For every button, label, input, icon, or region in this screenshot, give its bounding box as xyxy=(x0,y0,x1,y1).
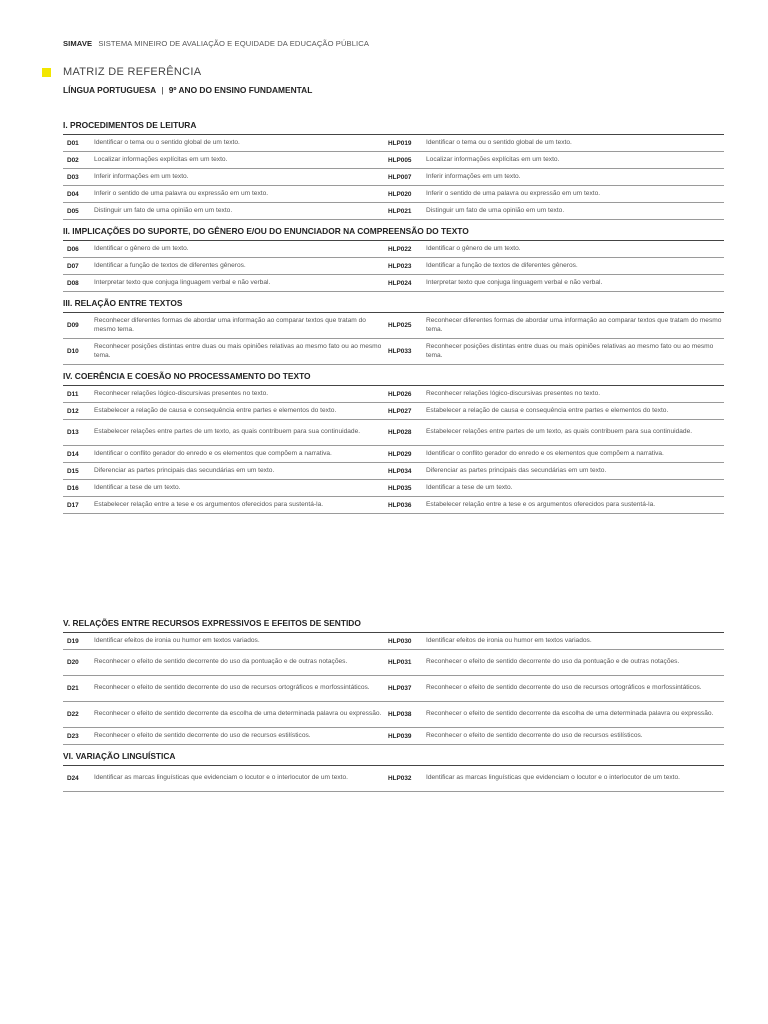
skill-text: Identificar a função de textos de diferentes gêneros. xyxy=(426,261,578,269)
descriptor-text: Reconhecer posições distintas entre duas ou mais opiniões relativas ao mesmo fato ou ao mesmo tema. xyxy=(94,343,382,359)
descriptor-code: D23 xyxy=(67,732,79,740)
descriptor-code: D13 xyxy=(67,429,79,436)
matrix-section xyxy=(63,226,724,292)
table-row xyxy=(63,766,724,792)
descriptor-text: Reconhecer diferentes formas de abordar uma informação ao comparar textos que tratam do mesmo tema. xyxy=(94,317,366,333)
descriptor-text: Identificar a função de textos de diferentes gêneros. xyxy=(94,261,246,269)
descriptor-code: D03 xyxy=(67,173,79,181)
descriptor-code: D24 xyxy=(67,775,79,782)
skill-code: HLP027 xyxy=(388,407,412,415)
descriptor-text: Reconhecer relações lógico-discursivas presentes no texto. xyxy=(94,389,269,397)
matrix-section xyxy=(63,751,724,792)
title-block xyxy=(42,66,201,78)
page-subtitle xyxy=(63,85,312,95)
brand-name: SIMAVE xyxy=(63,39,93,48)
skill-code: HLP024 xyxy=(388,279,412,287)
skill-text: Inferir o sentido de uma palavra ou expressão em um texto. xyxy=(426,189,601,197)
table-row xyxy=(63,446,724,463)
table-row xyxy=(63,135,724,152)
section-title: III. RELAÇÃO ENTRE TEXTOS xyxy=(63,298,724,313)
descriptor-text: Estabelecer relações entre partes de um texto, as quais contribuem para sua continuidade. xyxy=(94,428,361,436)
descriptor-code: D22 xyxy=(67,711,79,718)
skill-text: Reconhecer o efeito de sentido decorrente do uso de recursos estilísticos. xyxy=(426,731,643,739)
descriptor-text: Identificar a tese de um texto. xyxy=(94,483,181,491)
descriptor-text: Identificar o gênero de um texto. xyxy=(94,244,189,252)
descriptor-code: D17 xyxy=(67,501,79,509)
descriptor-code: D14 xyxy=(67,450,79,458)
descriptor-code: D20 xyxy=(67,659,79,666)
skill-text: Identificar o gênero de um texto. xyxy=(426,244,521,252)
document-header xyxy=(63,39,369,48)
section-title: I. PROCEDIMENTOS DE LEITURA xyxy=(63,120,724,135)
table-row xyxy=(63,676,724,702)
table-row xyxy=(63,497,724,514)
table-row xyxy=(63,728,724,745)
descriptor-code: D06 xyxy=(67,245,79,253)
skill-code: HLP031 xyxy=(388,659,412,666)
table-row xyxy=(63,339,724,365)
skill-code: HLP032 xyxy=(388,775,412,782)
skill-code: HLP022 xyxy=(388,245,412,253)
skill-code: HLP019 xyxy=(388,139,412,147)
descriptor-code: D12 xyxy=(67,407,79,415)
skill-code: HLP021 xyxy=(388,207,412,215)
skill-code: HLP035 xyxy=(388,484,412,492)
system-name: SISTEMA MINEIRO DE AVALIAÇÃO E EQUIDADE DA EDUCAÇÃO PÚBLICA xyxy=(98,39,369,48)
table-row xyxy=(63,169,724,186)
skill-text: Identificar a tese de um texto. xyxy=(426,483,513,491)
descriptor-text: Reconhecer o efeito de sentido decorrente do uso da pontuação e de outras notações. xyxy=(94,658,348,666)
descriptor-code: D02 xyxy=(67,156,79,164)
skill-code: HLP023 xyxy=(388,262,412,270)
descriptor-text: Identificar efeitos de ironia ou humor em textos variados. xyxy=(94,636,260,644)
descriptor-text: Inferir informações em um texto. xyxy=(94,172,189,180)
matrix-block-2 xyxy=(63,618,724,798)
table-row xyxy=(63,463,724,480)
skill-code: HLP030 xyxy=(388,637,412,645)
table-row xyxy=(63,403,724,420)
descriptor-text: Reconhecer o efeito de sentido decorrente da escolha de uma determinada palavra ou expressão. xyxy=(94,710,382,718)
table-row xyxy=(63,420,724,446)
skill-code: HLP025 xyxy=(388,322,412,329)
skill-code: HLP029 xyxy=(388,450,412,458)
skill-text: Reconhecer o efeito de sentido decorrente do uso de recursos ortográficos e morfossintáticos. xyxy=(426,684,702,692)
skill-text: Reconhecer relações lógico-discursivas presentes no texto. xyxy=(426,389,601,397)
table-row xyxy=(63,480,724,497)
skill-code: HLP020 xyxy=(388,190,412,198)
table-row xyxy=(63,152,724,169)
descriptor-code: D07 xyxy=(67,262,79,270)
matrix-section xyxy=(63,618,724,745)
descriptor-text: Inferir o sentido de uma palavra ou expressão em um texto. xyxy=(94,189,269,197)
section-title: VI. VARIAÇÃO LINGUÍSTICA xyxy=(63,751,724,766)
section-title: IV. COERÊNCIA E COESÃO NO PROCESSAMENTO DO TEXTO xyxy=(63,371,724,386)
skill-text: Identificar as marcas linguísticas que evidenciam o locutor e o interlocutor de um texto. xyxy=(426,774,680,782)
skill-text: Distinguir um fato de uma opinião em um texto. xyxy=(426,206,565,214)
page-title: MATRIZ DE REFERÊNCIA xyxy=(63,66,202,78)
skill-text: Estabelecer relações entre partes de um texto, as quais contribuem para sua continuidade. xyxy=(426,428,693,436)
descriptor-code: D19 xyxy=(67,637,79,645)
table-row xyxy=(63,633,724,650)
descriptor-text: Estabelecer a relação de causa e consequência entre partes e elementos do texto. xyxy=(94,406,337,414)
matrix-section xyxy=(63,371,724,514)
skill-code: HLP007 xyxy=(388,173,412,181)
subject-label: LÍNGUA PORTUGUESA xyxy=(63,85,156,95)
descriptor-text: Distinguir um fato de uma opinião em um texto. xyxy=(94,206,233,214)
descriptor-code: D09 xyxy=(67,322,79,329)
table-row xyxy=(63,241,724,258)
skill-code: HLP039 xyxy=(388,732,412,740)
table-row xyxy=(63,186,724,203)
descriptor-code: D16 xyxy=(67,484,79,492)
section-title: II. IMPLICAÇÕES DO SUPORTE, DO GÊNERO E/OU DO ENUNCIADOR NA COMPREENSÃO DO TEXTO xyxy=(63,226,724,241)
descriptor-text: Identificar o tema ou o sentido global de um texto. xyxy=(94,138,240,146)
matrix-section xyxy=(63,120,724,220)
skill-code: HLP026 xyxy=(388,390,412,398)
skill-text: Inferir informações em um texto. xyxy=(426,172,521,180)
table-row xyxy=(63,650,724,676)
descriptor-text: Identificar o conflito gerador do enredo e os elementos que compõem a narrativa. xyxy=(94,449,332,457)
skill-text: Reconhecer posições distintas entre duas ou mais opiniões relativas ao mesmo fato ou ao mesmo tema. xyxy=(426,343,714,359)
descriptor-code: D05 xyxy=(67,207,79,215)
skill-text: Estabelecer relação entre a tese e os argumentos oferecidos para sustentá-la. xyxy=(426,500,656,508)
skill-text: Localizar informações explícitas em um texto. xyxy=(426,155,560,163)
grade-label: 9º ANO DO ENSINO FUNDAMENTAL xyxy=(168,85,313,95)
skill-text: Reconhecer o efeito de sentido decorrente da escolha de uma determinada palavra ou expressão. xyxy=(426,710,714,718)
skill-text: Diferenciar as partes principais das secundárias em um texto. xyxy=(426,466,607,474)
descriptor-code: D10 xyxy=(67,348,79,355)
accent-square xyxy=(42,68,51,77)
table-row xyxy=(63,275,724,292)
skill-code: HLP037 xyxy=(388,685,412,692)
descriptor-text: Reconhecer o efeito de sentido decorrente do uso de recursos ortográficos e morfossintáticos. xyxy=(94,684,370,692)
subtitle-separator: | xyxy=(161,85,164,95)
table-row xyxy=(63,313,724,339)
descriptor-code: D08 xyxy=(67,279,79,287)
descriptor-code: D21 xyxy=(67,685,79,692)
skill-text: Identificar o conflito gerador do enredo e os elementos que compõem a narrativa. xyxy=(426,449,664,457)
table-row xyxy=(63,386,724,403)
skill-text: Estabelecer a relação de causa e consequência entre partes e elementos do texto. xyxy=(426,406,669,414)
table-row xyxy=(63,203,724,220)
skill-code: HLP005 xyxy=(388,156,412,164)
skill-text: Identificar o tema ou o sentido global de um texto. xyxy=(426,138,572,146)
descriptor-text: Identificar as marcas linguísticas que evidenciam o locutor e o interlocutor de um texto. xyxy=(94,774,348,782)
descriptor-text: Estabelecer relação entre a tese e os argumentos oferecidos para sustentá-la. xyxy=(94,500,324,508)
table-row xyxy=(63,702,724,728)
matrix-section xyxy=(63,298,724,365)
skill-code: HLP036 xyxy=(388,501,412,509)
skill-text: Reconhecer o efeito de sentido decorrente do uso da pontuação e de outras notações. xyxy=(426,658,680,666)
skill-code: HLP028 xyxy=(388,429,412,436)
skill-code: HLP034 xyxy=(388,467,412,475)
descriptor-text: Localizar informações explícitas em um texto. xyxy=(94,155,228,163)
descriptor-code: D01 xyxy=(67,139,79,147)
table-row xyxy=(63,258,724,275)
descriptor-code: D15 xyxy=(67,467,79,475)
skill-code: HLP033 xyxy=(388,348,412,355)
descriptor-code: D04 xyxy=(67,190,79,198)
skill-text: Reconhecer diferentes formas de abordar uma informação ao comparar textos que tratam do mesmo tema. xyxy=(426,317,722,333)
descriptor-code: D11 xyxy=(67,390,79,398)
skill-code: HLP038 xyxy=(388,711,412,718)
skill-text: Identificar efeitos de ironia ou humor em textos variados. xyxy=(426,636,592,644)
descriptor-text: Reconhecer o efeito de sentido decorrente do uso de recursos estilísticos. xyxy=(94,731,311,739)
skill-text: Interpretar texto que conjuga linguagem verbal e não verbal. xyxy=(426,278,603,286)
descriptor-text: Diferenciar as partes principais das secundárias em um texto. xyxy=(94,466,275,474)
descriptor-text: Interpretar texto que conjuga linguagem verbal e não verbal. xyxy=(94,278,271,286)
matrix-block-1 xyxy=(63,120,724,520)
section-title: V. RELAÇÕES ENTRE RECURSOS EXPRESSIVOS E EFEITOS DE SENTIDO xyxy=(63,618,724,633)
